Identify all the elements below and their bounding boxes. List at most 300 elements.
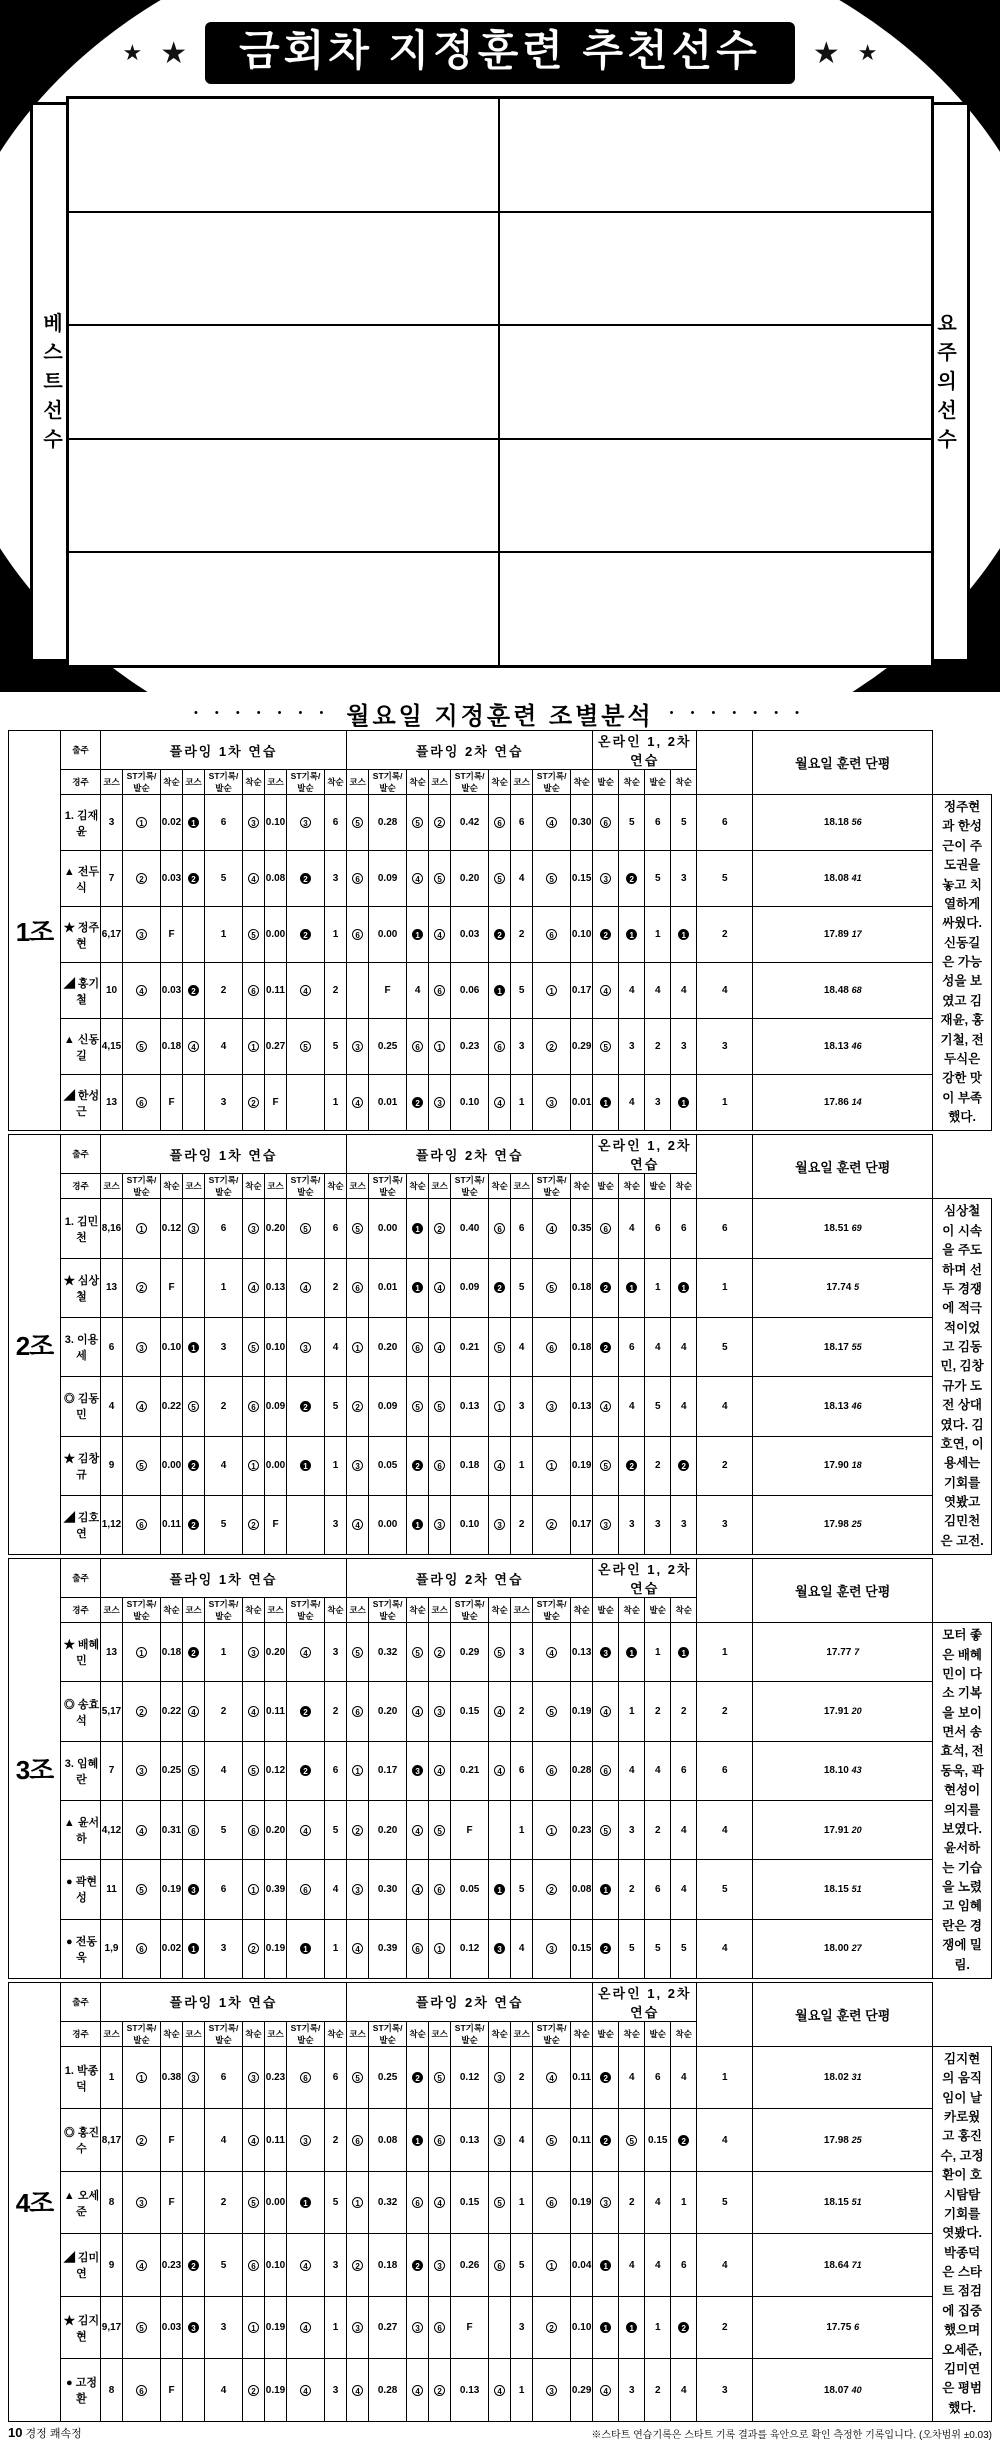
practice-cell: 0.26 — [451, 2234, 489, 2297]
rail-best-players: 베 스 트 선 수 — [30, 102, 76, 662]
col-header-arrive: 착순 — [407, 770, 429, 795]
table-row — [9, 1258, 992, 1317]
online-cell: 6 — [697, 795, 753, 851]
practice-cell: 0.13 — [451, 2109, 489, 2172]
online-cell: 2 — [645, 1800, 671, 1859]
practice-cell: F — [161, 907, 183, 963]
online-cell: 2 — [697, 907, 753, 963]
online-cell: 4 — [645, 1317, 671, 1376]
practice-cell: 3 — [183, 1199, 205, 1258]
record-cell: 18.07 40 — [753, 2359, 933, 2422]
page-footer — [8, 2425, 992, 2441]
online-cell: 6 — [645, 2046, 671, 2109]
practice-cell: 4 — [533, 1199, 571, 1258]
practice-cell: 2 — [325, 2109, 347, 2172]
practice-cell: 0.15 — [451, 2171, 489, 2234]
practice-cell: 3 — [489, 2109, 511, 2172]
practice-cell: 2 — [183, 1623, 205, 1682]
table-row — [9, 1682, 992, 1741]
practice-cell: 3 — [533, 2359, 571, 2422]
online-cell: 5 — [619, 2109, 645, 2172]
table-row — [9, 1199, 992, 1258]
practice-cell: 6 — [489, 795, 511, 851]
col-header-arrive: 착순 — [407, 2021, 429, 2046]
practice-cell: 1 — [205, 1258, 243, 1317]
col-header-record — [697, 1559, 753, 1623]
practice-cell: 2 — [243, 1495, 265, 1554]
group-label: 3조 — [9, 1559, 61, 1979]
runner-name: ▲ 오세준 — [61, 2171, 101, 2234]
practice-cell: 5 — [183, 1741, 205, 1800]
runner-name: ★ 김지현 — [61, 2296, 101, 2359]
practice-cell: 0.09 — [451, 1258, 489, 1317]
practice-cell: 3 — [429, 1075, 451, 1131]
runner-name: ◢ 한성근 — [61, 1075, 101, 1131]
online-cell: 6 — [671, 2234, 697, 2297]
col-header-st: ST기록/발순 — [205, 770, 243, 795]
practice-cell: 0.18 — [161, 1623, 183, 1682]
online-cell: 2 — [645, 1019, 671, 1075]
online-cell: 5 — [671, 795, 697, 851]
practice-cell: 2 — [123, 851, 161, 907]
practice-cell: 5 — [205, 851, 243, 907]
practice-cell: 0.20 — [265, 1623, 287, 1682]
group-table — [8, 730, 992, 1131]
practice-cell: 0.25 — [161, 1741, 183, 1800]
practice-cell: 6 — [287, 2046, 325, 2109]
practice-cell: 2 — [407, 1075, 429, 1131]
col-header-online: 온라인 1, 2차 연습 — [593, 1135, 697, 1174]
star-icon: ★ — [160, 36, 188, 70]
col-header-balsun: 발순 — [593, 1174, 619, 1199]
practice-cell: 0.25 — [369, 2046, 407, 2109]
col-header-online: 온라인 1, 2차 연습 — [593, 1559, 697, 1598]
online-cell: 2 — [697, 1682, 753, 1741]
col-header-course: 코스 — [101, 2021, 123, 2046]
practice-cell: 5 — [325, 1800, 347, 1859]
title-band — [0, 18, 1000, 88]
col-header-course: 코스 — [265, 2021, 287, 2046]
practice-cell: 4 — [183, 1682, 205, 1741]
practice-cell: 2 — [533, 1495, 571, 1554]
online-cell: 5 — [619, 1919, 645, 1978]
runner-name: 1. 김재윤 — [61, 795, 101, 851]
practice-cell: 0.08 — [369, 2109, 407, 2172]
runner-race: 8 — [101, 2359, 123, 2422]
col-header-arrive: 착순 — [243, 2021, 265, 2046]
practice-cell: 6 — [325, 2046, 347, 2109]
col-header-arrive: 착순 — [161, 1598, 183, 1623]
practice-cell: 2 — [429, 795, 451, 851]
practice-cell: 6 — [593, 1741, 619, 1800]
col-header-arrive: 착순 — [161, 770, 183, 795]
practice-cell: 1 — [407, 1495, 429, 1554]
practice-cell: 5 — [123, 1019, 161, 1075]
practice-cell: 1 — [243, 1019, 265, 1075]
practice-cell: 4 — [593, 963, 619, 1019]
practice-cell: 4 — [593, 2359, 619, 2422]
practice-cell: 0.12 — [265, 1741, 287, 1800]
practice-cell: 4 — [407, 851, 429, 907]
runner-race: 9 — [101, 2234, 123, 2297]
online-cell: 5 — [645, 1377, 671, 1436]
practice-cell: 2 — [325, 1682, 347, 1741]
record-cell: 18.13 46 — [753, 1377, 933, 1436]
practice-cell: 4 — [287, 2359, 325, 2422]
practice-cell: 0.03 — [161, 2296, 183, 2359]
table-row — [9, 1377, 992, 1436]
online-cell: 3 — [619, 1019, 645, 1075]
online-cell: 4 — [645, 1741, 671, 1800]
practice-cell: 2 — [123, 1258, 161, 1317]
online-cell: 5 — [697, 2171, 753, 2234]
practice-cell: 0.05 — [451, 1860, 489, 1919]
col-header-st: ST기록/발순 — [123, 1174, 161, 1199]
online-cell: 2 — [697, 2296, 753, 2359]
star-icon: ★ — [857, 40, 878, 65]
online-cell: 1 — [619, 2296, 645, 2359]
practice-cell: 0.01 — [369, 1258, 407, 1317]
runner-name: 3. 이용세 — [61, 1317, 101, 1376]
practice-cell: 2 — [287, 907, 325, 963]
practice-cell: 3 — [347, 1860, 369, 1919]
practice-cell: 5 — [123, 1860, 161, 1919]
practice-cell: 2 — [533, 1860, 571, 1919]
practice-cell: 1 — [429, 1919, 451, 1978]
practice-cell: 0.28 — [571, 1741, 593, 1800]
player-name — [506, 448, 624, 544]
online-cell: 1 — [671, 1623, 697, 1682]
practice-cell: 0.01 — [571, 1075, 593, 1131]
practice-cell: 1 — [287, 1436, 325, 1495]
practice-cell: 2 — [287, 1377, 325, 1436]
practice-cell: 5 — [533, 1682, 571, 1741]
col-header-record — [697, 1982, 753, 2046]
practice-cell: 0.32 — [369, 1623, 407, 1682]
player-name — [75, 221, 193, 317]
online-cell: 4 — [697, 1377, 753, 1436]
practice-cell: 2 — [511, 1682, 533, 1741]
practice-cell: 2 — [123, 2109, 161, 2172]
practice-cell: 3 — [511, 1377, 533, 1436]
practice-cell: 0.10 — [265, 1317, 287, 1376]
practice-cell: 2 — [511, 2046, 533, 2109]
practice-cell: 0.13 — [265, 1258, 287, 1317]
runner-race: 4,12 — [101, 1800, 123, 1859]
practice-cell: 6 — [429, 1860, 451, 1919]
practice-cell: 1 — [325, 907, 347, 963]
online-cell: 1 — [645, 2296, 671, 2359]
col-header-st: ST기록/발순 — [287, 770, 325, 795]
col-header-online: 온라인 1, 2차 연습 — [593, 1982, 697, 2021]
practice-cell: 4 — [243, 851, 265, 907]
practice-cell: 6 — [347, 1682, 369, 1741]
col-header-arrive: 착순 — [489, 1598, 511, 1623]
online-cell: 6 — [671, 1199, 697, 1258]
online-cell: 4 — [697, 963, 753, 1019]
practice-cell: 5 — [533, 2109, 571, 2172]
practice-cell: 3 — [489, 1919, 511, 1978]
practice-cell: 4 — [205, 1019, 243, 1075]
practice-cell: 4 — [533, 1623, 571, 1682]
footnote: ※스타트 연습기록은 스타트 기록 결과를 육안으로 확인 측정한 기록입니다. (오차범위 ±0.03) — [591, 2430, 992, 2441]
practice-cell: 0.29 — [451, 1623, 489, 1682]
runner-race: 7 — [101, 851, 123, 907]
col-header-arrive: 착순 — [489, 2021, 511, 2046]
table-row — [9, 2234, 992, 2297]
practice-cell: 1 — [287, 1919, 325, 1978]
practice-cell: 0.19 — [265, 2296, 287, 2359]
player-cell — [69, 440, 500, 554]
col-header-st: ST기록/발순 — [533, 770, 571, 795]
online-cell: 2 — [645, 1682, 671, 1741]
practice-cell: 0.00 — [161, 1436, 183, 1495]
practice-cell: 2 — [183, 2234, 205, 2297]
online-cell: 2 — [671, 2109, 697, 2172]
practice-cell: 3 — [183, 2296, 205, 2359]
runner-name: 3. 임혜란 — [61, 1741, 101, 1800]
practice-cell: 4 — [407, 2359, 429, 2422]
practice-cell: 4 — [429, 1317, 451, 1376]
practice-cell: 4 — [407, 1682, 429, 1741]
practice-cell: 0.13 — [571, 1377, 593, 1436]
practice-cell: 0.20 — [369, 1317, 407, 1376]
group-comment: 김지현의 움직임이 날카로웠고 홍진수, 고정환이 호시탐탐 기회를 엿봤다. 박종덕은 스타트 점검에 집중했으며 오세준, 김미연은 평범했다. — [933, 2046, 992, 2421]
practice-cell: 3 — [489, 2046, 511, 2109]
col-header-arrive: 착순 — [243, 770, 265, 795]
col-header-chaksun: 착순 — [671, 770, 697, 795]
practice-cell: 5 — [533, 851, 571, 907]
practice-cell: 2 — [489, 907, 511, 963]
runner-race: 13 — [101, 1258, 123, 1317]
practice-cell: 5 — [347, 1623, 369, 1682]
practice-cell: 0.18 — [571, 1258, 593, 1317]
practice-cell: 5 — [205, 1495, 243, 1554]
col-header-st: ST기록/발순 — [205, 1598, 243, 1623]
practice-cell: 0.28 — [369, 795, 407, 851]
practice-cell: 3 — [407, 1741, 429, 1800]
table-row — [9, 2296, 992, 2359]
practice-cell: 0.35 — [571, 1199, 593, 1258]
practice-cell: 6 — [205, 1199, 243, 1258]
practice-cell: 6 — [429, 2296, 451, 2359]
practice-cell: 6 — [593, 1199, 619, 1258]
practice-cell: 6 — [205, 1860, 243, 1919]
practice-cell: F — [161, 1258, 183, 1317]
online-cell: 6 — [645, 1199, 671, 1258]
practice-cell: 2 — [325, 963, 347, 1019]
practice-cell: 4 — [593, 1377, 619, 1436]
practice-cell: 0.19 — [161, 1860, 183, 1919]
practice-cell: 6 — [243, 1800, 265, 1859]
practice-cell: 6 — [123, 1075, 161, 1131]
online-cell: 6 — [645, 795, 671, 851]
practice-cell: F — [451, 1800, 489, 1859]
player-name — [75, 448, 193, 544]
record-cell: 18.17 55 — [753, 1317, 933, 1376]
practice-cell: 0.39 — [265, 1860, 287, 1919]
online-cell: 4 — [671, 1800, 697, 1859]
practice-cell: 0.25 — [369, 1019, 407, 1075]
online-cell: 3 — [619, 1800, 645, 1859]
record-cell: 17.98 25 — [753, 2109, 933, 2172]
practice-cell: F — [369, 963, 407, 1019]
practice-cell: 0.10 — [451, 1495, 489, 1554]
practice-cell: 5 — [407, 1377, 429, 1436]
online-cell: 2 — [619, 851, 645, 907]
practice-cell: 5 — [593, 1436, 619, 1495]
practice-cell: 4 — [123, 1377, 161, 1436]
practice-cell: 2 — [533, 2296, 571, 2359]
col-header-balsun: 발순 — [645, 2021, 671, 2046]
practice-cell: 5 — [593, 1019, 619, 1075]
record-cell: 17.98 25 — [753, 1495, 933, 1554]
practice-cell — [183, 1258, 205, 1317]
online-cell: 2 — [645, 2359, 671, 2422]
practice-cell: 0.19 — [265, 2359, 287, 2422]
practice-cell: 0.39 — [369, 1919, 407, 1978]
record-cell: 18.13 46 — [753, 1019, 933, 1075]
col-header-fly2: 플라잉 2차 연습 — [347, 1982, 593, 2021]
practice-cell: 5 — [347, 1199, 369, 1258]
practice-cell: 5 — [243, 907, 265, 963]
practice-cell: 3 — [243, 795, 265, 851]
practice-cell: 4 — [243, 2109, 265, 2172]
practice-cell: 4 — [123, 1800, 161, 1859]
dots-right: • • • • • • • — [669, 707, 806, 719]
practice-cell: 0.09 — [369, 851, 407, 907]
practice-cell: 1 — [183, 1919, 205, 1978]
practice-cell: 4 — [511, 1919, 533, 1978]
runner-race: 3 — [101, 795, 123, 851]
practice-cell: 1 — [243, 2296, 265, 2359]
player-cell — [500, 99, 931, 213]
practice-cell: 6 — [533, 1317, 571, 1376]
practice-cell: 6 — [407, 1317, 429, 1376]
practice-cell: 6 — [205, 795, 243, 851]
practice-cell: 0.15 — [451, 1682, 489, 1741]
group-table — [8, 1982, 992, 2422]
runner-name: ◢ 김미연 — [61, 2234, 101, 2297]
practice-cell: 3 — [183, 1860, 205, 1919]
practice-cell: 2 — [429, 1199, 451, 1258]
col-header-comment: 월요일 훈련 단평 — [753, 1559, 933, 1623]
online-cell: 4 — [671, 963, 697, 1019]
online-cell: 6 — [697, 1741, 753, 1800]
practice-cell: 0.18 — [161, 1019, 183, 1075]
practice-cell — [489, 2296, 511, 2359]
practice-cell: 2 — [205, 963, 243, 1019]
practice-cell: 5 — [243, 2171, 265, 2234]
col-header-chaksun: 착순 — [671, 1174, 697, 1199]
col-header-arrive: 착순 — [243, 1598, 265, 1623]
practice-cell: 6 — [533, 1741, 571, 1800]
practice-cell: 0.00 — [369, 907, 407, 963]
player-cell — [500, 553, 931, 665]
practice-cell: 0.20 — [265, 1199, 287, 1258]
col-header-online: 온라인 1, 2차 연습 — [593, 731, 697, 770]
practice-cell: 2 — [347, 1800, 369, 1859]
online-cell: 1 — [619, 1258, 645, 1317]
practice-cell: 1 — [511, 1436, 533, 1495]
practice-cell: 2 — [593, 1317, 619, 1376]
practice-cell: 2 — [429, 2359, 451, 2422]
col-header-st: ST기록/발순 — [205, 2021, 243, 2046]
practice-cell: 1 — [489, 963, 511, 1019]
runner-race: 8 — [101, 2171, 123, 2234]
table-row — [9, 1019, 992, 1075]
record-cell: 18.15 51 — [753, 1860, 933, 1919]
col-header-st: ST기록/발순 — [533, 1598, 571, 1623]
practice-cell: 4 — [533, 795, 571, 851]
online-cell: 2 — [671, 2296, 697, 2359]
online-cell: 6 — [645, 1860, 671, 1919]
practice-cell: 2 — [407, 2046, 429, 2109]
practice-cell: 1 — [325, 1436, 347, 1495]
practice-cell: 3 — [123, 1317, 161, 1376]
table-row — [9, 1436, 992, 1495]
practice-cell: 3 — [205, 2296, 243, 2359]
player-cell — [500, 213, 931, 327]
col-header-course: 코스 — [429, 2021, 451, 2046]
star-icon: ★ — [122, 40, 143, 65]
practice-cell: 4 — [489, 1682, 511, 1741]
practice-cell: 0.08 — [571, 1860, 593, 1919]
col-header-st: ST기록/발순 — [451, 2021, 489, 2046]
practice-cell: 3 — [533, 1919, 571, 1978]
practice-cell: 3 — [243, 1623, 265, 1682]
practice-cell: 2 — [593, 907, 619, 963]
practice-cell: 0.28 — [369, 2359, 407, 2422]
online-cell: 4 — [671, 1377, 697, 1436]
runner-race: 1,12 — [101, 1495, 123, 1554]
online-cell: 3 — [697, 1495, 753, 1554]
online-cell: 3 — [619, 1495, 645, 1554]
online-cell: 2 — [671, 1682, 697, 1741]
col-header-course: 코스 — [183, 1598, 205, 1623]
practice-cell: 0.38 — [161, 2046, 183, 2109]
col-header-runner: 출주 — [61, 1982, 101, 2021]
group-table — [8, 1134, 992, 1555]
practice-cell: 6 — [243, 963, 265, 1019]
col-header-st: ST기록/발순 — [369, 770, 407, 795]
col-header-fly1: 플라잉 1차 연습 — [101, 1559, 347, 1598]
col-header-race: 경주 — [61, 1598, 101, 1623]
col-header-course: 코스 — [101, 1174, 123, 1199]
online-cell: 5 — [645, 1919, 671, 1978]
online-cell: 4 — [697, 2109, 753, 2172]
practice-cell: 3 — [325, 2359, 347, 2422]
practice-cell: 4 — [347, 2359, 369, 2422]
rail-watch-players: 요 주 의 선 수 — [924, 102, 970, 662]
col-header-st: ST기록/발순 — [369, 2021, 407, 2046]
practice-cell: F — [451, 2296, 489, 2359]
practice-cell: 1 — [533, 963, 571, 1019]
practice-cell: 1 — [429, 1019, 451, 1075]
practice-cell: 5 — [429, 2046, 451, 2109]
online-cell: 1 — [697, 1623, 753, 1682]
practice-cell: 1 — [407, 1258, 429, 1317]
col-header-course: 코스 — [183, 770, 205, 795]
col-header-course: 코스 — [511, 1598, 533, 1623]
player-name — [506, 334, 624, 430]
table-row — [9, 2359, 992, 2422]
online-cell: 6 — [671, 1741, 697, 1800]
group-label: 1조 — [9, 731, 61, 1131]
table-row — [9, 2046, 992, 2109]
practice-cell: 3 — [287, 1317, 325, 1376]
practice-cell: 5 — [205, 2234, 243, 2297]
